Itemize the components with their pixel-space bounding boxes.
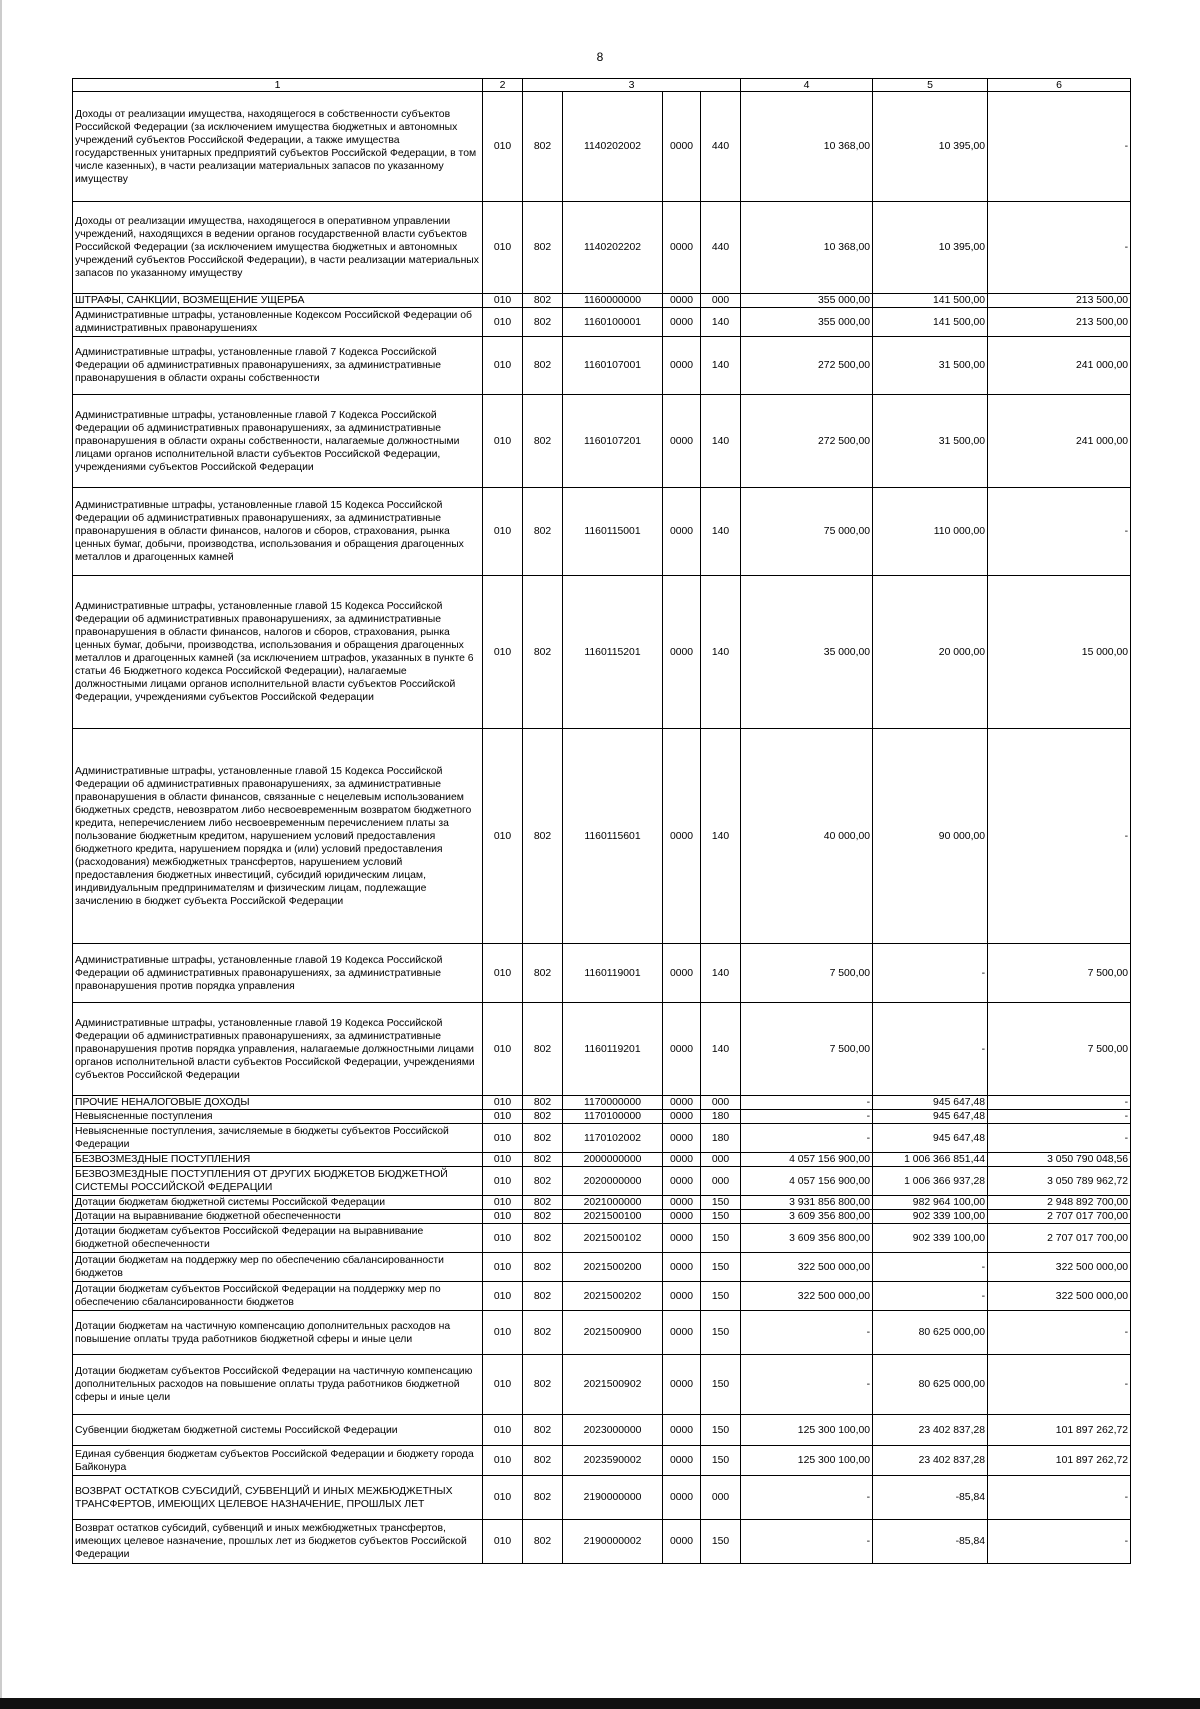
- table-row: [73, 1167, 1131, 1196]
- row-col-2: 010: [483, 1446, 523, 1476]
- row-code-c: 0000: [663, 202, 701, 294]
- header-col-1: 1: [73, 79, 483, 92]
- row-value-6: -: [988, 1096, 1131, 1110]
- row-code-a: 802: [523, 488, 563, 576]
- row-col-2: 010: [483, 1003, 523, 1096]
- row-code-c: 0000: [663, 1210, 701, 1224]
- row-code-b: 2021500200: [563, 1253, 663, 1282]
- row-value-5: 80 625 000,00: [873, 1355, 988, 1415]
- row-value-5: -85,84: [873, 1520, 988, 1564]
- row-code-d: 000: [701, 1476, 741, 1520]
- row-value-5: 23 402 837,28: [873, 1446, 988, 1476]
- row-code-d: 180: [701, 1124, 741, 1153]
- row-value-4: -: [741, 1355, 873, 1415]
- row-col-2: 010: [483, 308, 523, 337]
- row-value-5: 10 395,00: [873, 92, 988, 202]
- row-value-4: -: [741, 1096, 873, 1110]
- row-code-b: 1160107201: [563, 395, 663, 488]
- row-code-b: 2021500102: [563, 1224, 663, 1253]
- row-code-c: 0000: [663, 1124, 701, 1153]
- row-col-2: 010: [483, 1520, 523, 1564]
- row-col-2: 010: [483, 1096, 523, 1110]
- row-value-5: 110 000,00: [873, 488, 988, 576]
- row-code-b: 2021500902: [563, 1355, 663, 1415]
- table-row: [73, 1096, 1131, 1110]
- row-code-d: 140: [701, 1003, 741, 1096]
- row-code-a: 802: [523, 1003, 563, 1096]
- row-value-4: 7 500,00: [741, 1003, 873, 1096]
- table-body: [73, 92, 1131, 1564]
- row-value-6: 15 000,00: [988, 576, 1131, 729]
- row-value-4: 355 000,00: [741, 308, 873, 337]
- row-code-b: 1160107001: [563, 337, 663, 395]
- row-value-5: 141 500,00: [873, 308, 988, 337]
- row-col-2: 010: [483, 1153, 523, 1167]
- row-code-a: 802: [523, 1110, 563, 1124]
- row-description: ПРОЧИЕ НЕНАЛОГОВЫЕ ДОХОДЫ: [73, 1096, 483, 1110]
- row-value-6: -: [988, 488, 1131, 576]
- row-description: Невыясненные поступления, зачисляемые в бюджеты субъектов Российской Федерации: [73, 1124, 483, 1153]
- row-code-b: 1160119001: [563, 944, 663, 1003]
- row-col-2: 010: [483, 488, 523, 576]
- row-value-5: 31 500,00: [873, 395, 988, 488]
- row-value-5: -: [873, 1253, 988, 1282]
- row-col-2: 010: [483, 337, 523, 395]
- row-value-4: 3 609 356 800,00: [741, 1210, 873, 1224]
- row-code-d: 150: [701, 1415, 741, 1446]
- header-col-6: 6: [988, 79, 1131, 92]
- row-description: Дотации бюджетам субъектов Российской Федерации на поддержку мер по обеспечению сбалансированности бюджетов: [73, 1282, 483, 1311]
- row-code-d: 140: [701, 944, 741, 1003]
- row-value-5: 10 395,00: [873, 202, 988, 294]
- row-value-4: 4 057 156 900,00: [741, 1167, 873, 1196]
- row-value-6: 3 050 790 048,56: [988, 1153, 1131, 1167]
- row-code-d: 150: [701, 1446, 741, 1476]
- table-row: [73, 308, 1131, 337]
- row-value-4: -: [741, 1110, 873, 1124]
- row-description: Возврат остатков субсидий, субвенций и иных межбюджетных трансфертов, имеющих целевое назначение, прошлых лет из бюджетов субъектов Российской Федерации: [73, 1520, 483, 1564]
- row-col-2: 010: [483, 1415, 523, 1446]
- table-row: [73, 1520, 1131, 1564]
- row-col-2: 010: [483, 92, 523, 202]
- row-code-c: 0000: [663, 1167, 701, 1196]
- row-value-6: -: [988, 1110, 1131, 1124]
- table-row: [73, 337, 1131, 395]
- row-value-4: 35 000,00: [741, 576, 873, 729]
- row-col-2: 010: [483, 1210, 523, 1224]
- row-code-d: 150: [701, 1282, 741, 1311]
- row-description: Дотации бюджетам на поддержку мер по обеспечению сбалансированности бюджетов: [73, 1253, 483, 1282]
- row-description: ВОЗВРАТ ОСТАТКОВ СУБСИДИЙ, СУБВЕНЦИЙ И ИНЫХ МЕЖБЮДЖЕТНЫХ ТРАНСФЕРТОВ, ИМЕЮЩИХ ЦЕЛЕВОЕ НАЗНАЧЕНИЕ, ПРОШЛЫХ ЛЕТ: [73, 1476, 483, 1520]
- row-code-d: 140: [701, 729, 741, 944]
- row-code-d: 000: [701, 1096, 741, 1110]
- row-code-b: 2023000000: [563, 1415, 663, 1446]
- row-col-2: 010: [483, 395, 523, 488]
- row-value-4: 272 500,00: [741, 337, 873, 395]
- row-code-d: 440: [701, 202, 741, 294]
- row-description: Административные штрафы, установленные главой 19 Кодекса Российской Федерации об административных правонарушениях, за административные правонарушения против порядка управления, налагаемые должностными лицами органов исполнительной власти субъектов Российской Федерации, учреждениями субъектов Российской Федерации: [73, 1003, 483, 1096]
- table-row: [73, 1282, 1131, 1311]
- table-row: [73, 1110, 1131, 1124]
- row-value-5: 1 006 366 851,44: [873, 1153, 988, 1167]
- row-code-d: 140: [701, 337, 741, 395]
- table-row: [73, 729, 1131, 944]
- row-value-5: 31 500,00: [873, 337, 988, 395]
- row-value-6: 101 897 262,72: [988, 1415, 1131, 1446]
- row-value-6: -: [988, 1124, 1131, 1153]
- row-code-a: 802: [523, 395, 563, 488]
- row-value-5: 23 402 837,28: [873, 1415, 988, 1446]
- row-code-a: 802: [523, 202, 563, 294]
- row-code-b: 1170000000: [563, 1096, 663, 1110]
- row-col-2: 010: [483, 944, 523, 1003]
- row-code-d: 150: [701, 1196, 741, 1210]
- row-value-6: 7 500,00: [988, 1003, 1131, 1096]
- row-code-c: 0000: [663, 1196, 701, 1210]
- row-code-a: 802: [523, 294, 563, 308]
- row-description: Административные штрафы, установленные главой 15 Кодекса Российской Федерации об административных правонарушениях, за административные правонарушения в области финансов, налогов и сборов, страхования, рынка ценных бумаг, добычи, производства, использования и обращения драгоценных металлов и драгоценных камней (за исключением штрафов, указанных в пункте 6 статьи 46 Бюджетного кодекса Российской Федерации), налагаемые должностными лицами органов исполнительной власти субъектов Российской Федерации, учреждениями субъектов Российской Федерации: [73, 576, 483, 729]
- table-row: [73, 1153, 1131, 1167]
- row-value-5: -: [873, 1003, 988, 1096]
- row-value-5: 20 000,00: [873, 576, 988, 729]
- row-value-4: 40 000,00: [741, 729, 873, 944]
- row-col-2: 010: [483, 202, 523, 294]
- row-code-a: 802: [523, 1096, 563, 1110]
- row-value-6: -: [988, 1355, 1131, 1415]
- row-code-c: 0000: [663, 1476, 701, 1520]
- table-row: [73, 1224, 1131, 1253]
- row-value-5: 1 006 366 937,28: [873, 1167, 988, 1196]
- row-code-d: 150: [701, 1355, 741, 1415]
- row-col-2: 010: [483, 1355, 523, 1415]
- row-value-4: 322 500 000,00: [741, 1282, 873, 1311]
- row-code-c: 0000: [663, 337, 701, 395]
- row-code-d: 180: [701, 1110, 741, 1124]
- row-code-c: 0000: [663, 294, 701, 308]
- row-code-a: 802: [523, 308, 563, 337]
- row-value-6: -: [988, 729, 1131, 944]
- row-code-a: 802: [523, 1476, 563, 1520]
- row-code-d: 150: [701, 1224, 741, 1253]
- row-value-5: 945 647,48: [873, 1124, 988, 1153]
- row-code-a: 802: [523, 1355, 563, 1415]
- row-value-5: 90 000,00: [873, 729, 988, 944]
- row-description: Дотации бюджетам субъектов Российской Федерации на выравнивание бюджетной обеспеченности: [73, 1224, 483, 1253]
- row-code-b: 2190000002: [563, 1520, 663, 1564]
- table-row: [73, 1003, 1131, 1096]
- row-code-a: 802: [523, 576, 563, 729]
- row-value-6: 101 897 262,72: [988, 1446, 1131, 1476]
- row-value-4: 4 057 156 900,00: [741, 1153, 873, 1167]
- row-code-d: 440: [701, 92, 741, 202]
- row-col-2: 010: [483, 1224, 523, 1253]
- row-code-d: 150: [701, 1311, 741, 1355]
- row-code-c: 0000: [663, 729, 701, 944]
- row-value-5: 80 625 000,00: [873, 1311, 988, 1355]
- row-code-a: 802: [523, 1520, 563, 1564]
- row-code-c: 0000: [663, 1446, 701, 1476]
- budget-table: [72, 78, 1131, 1564]
- row-code-c: 0000: [663, 308, 701, 337]
- row-col-2: 010: [483, 294, 523, 308]
- row-code-c: 0000: [663, 1253, 701, 1282]
- row-value-6: 241 000,00: [988, 337, 1131, 395]
- row-code-a: 802: [523, 944, 563, 1003]
- row-value-4: 322 500 000,00: [741, 1253, 873, 1282]
- row-code-a: 802: [523, 1124, 563, 1153]
- row-code-a: 802: [523, 1224, 563, 1253]
- row-value-6: 322 500 000,00: [988, 1282, 1131, 1311]
- row-code-c: 0000: [663, 395, 701, 488]
- row-code-c: 0000: [663, 1153, 701, 1167]
- row-code-d: 150: [701, 1253, 741, 1282]
- row-code-b: 1160100001: [563, 308, 663, 337]
- table-row: [73, 1210, 1131, 1224]
- row-description: Административные штрафы, установленные главой 19 Кодекса Российской Федерации об административных правонарушениях, за административные правонарушения против порядка управления: [73, 944, 483, 1003]
- row-value-6: 213 500,00: [988, 308, 1131, 337]
- table-row: [73, 395, 1131, 488]
- page-number: 8: [596, 50, 604, 64]
- row-code-a: 802: [523, 1282, 563, 1311]
- row-code-b: 1170100000: [563, 1110, 663, 1124]
- row-code-a: 802: [523, 1311, 563, 1355]
- row-code-b: 2000000000: [563, 1153, 663, 1167]
- row-value-4: 125 300 100,00: [741, 1446, 873, 1476]
- row-value-6: -: [988, 1520, 1131, 1564]
- row-code-c: 0000: [663, 944, 701, 1003]
- row-code-b: 1140202202: [563, 202, 663, 294]
- table-row: [73, 202, 1131, 294]
- table-row: [73, 944, 1131, 1003]
- row-code-b: 1160000000: [563, 294, 663, 308]
- row-code-a: 802: [523, 1210, 563, 1224]
- row-code-c: 0000: [663, 1355, 701, 1415]
- row-code-c: 0000: [663, 1282, 701, 1311]
- row-description: Доходы от реализации имущества, находящегося в оперативном управлении учреждений, находящихся в ведении органов государственной власти субъектов Российской Федерации (за исключением имущества бюджетных и автономных учреждений субъектов Российской Федерации), в части реализации материальных запасов по указанному имуществу: [73, 202, 483, 294]
- row-value-4: -: [741, 1476, 873, 1520]
- row-value-6: 241 000,00: [988, 395, 1131, 488]
- row-description: Доходы от реализации имущества, находящегося в собственности субъектов Российской Федерации (за исключением имущества бюджетных и автономных учреждений субъектов Российской Федерации, а также имущества государственных унитарных предприятий субъектов Российской Федерации, в том числе казенных), в части реализации материальных запасов по указанному имуществу: [73, 92, 483, 202]
- row-code-b: 2023590002: [563, 1446, 663, 1476]
- row-value-4: 3 931 856 800,00: [741, 1196, 873, 1210]
- header-col-4: 4: [741, 79, 873, 92]
- row-description: Единая субвенция бюджетам субъектов Российской Федерации и бюджету города Байконура: [73, 1446, 483, 1476]
- table-row: [73, 1124, 1131, 1153]
- row-value-4: 355 000,00: [741, 294, 873, 308]
- row-value-4: 75 000,00: [741, 488, 873, 576]
- row-description: Дотации на выравнивание бюджетной обеспеченности: [73, 1210, 483, 1224]
- row-code-c: 0000: [663, 1415, 701, 1446]
- row-col-2: 010: [483, 1282, 523, 1311]
- row-code-b: 1140202002: [563, 92, 663, 202]
- row-value-5: 982 964 100,00: [873, 1196, 988, 1210]
- row-col-2: 010: [483, 1196, 523, 1210]
- row-value-5: 902 339 100,00: [873, 1210, 988, 1224]
- row-code-a: 802: [523, 729, 563, 944]
- row-code-c: 0000: [663, 1520, 701, 1564]
- row-code-c: 0000: [663, 1096, 701, 1110]
- row-col-2: 010: [483, 1167, 523, 1196]
- row-code-c: 0000: [663, 1110, 701, 1124]
- row-value-5: 141 500,00: [873, 294, 988, 308]
- row-value-4: -: [741, 1311, 873, 1355]
- row-col-2: 010: [483, 576, 523, 729]
- row-code-b: 1170102002: [563, 1124, 663, 1153]
- row-code-c: 0000: [663, 1224, 701, 1253]
- row-description: Дотации бюджетам бюджетной системы Российской Федерации: [73, 1196, 483, 1210]
- row-code-a: 802: [523, 1153, 563, 1167]
- row-value-4: 7 500,00: [741, 944, 873, 1003]
- row-value-6: -: [988, 1476, 1131, 1520]
- row-col-2: 010: [483, 729, 523, 944]
- row-description: БЕЗВОЗМЕЗДНЫЕ ПОСТУПЛЕНИЯ: [73, 1153, 483, 1167]
- row-code-b: 1160115201: [563, 576, 663, 729]
- row-description: Административные штрафы, установленные главой 7 Кодекса Российской Федерации об административных правонарушениях, за административные правонарушения в области охраны собственности, налагаемые должностными лицами органов исполнительной власти субъектов Российской Федерации, учреждениями субъектов Российской Федерации: [73, 395, 483, 488]
- row-value-6: 7 500,00: [988, 944, 1131, 1003]
- row-description: ШТРАФЫ, САНКЦИИ, ВОЗМЕЩЕНИЕ УЩЕРБА: [73, 294, 483, 308]
- row-col-2: 010: [483, 1311, 523, 1355]
- row-code-b: 1160115601: [563, 729, 663, 944]
- row-code-b: 2021500100: [563, 1210, 663, 1224]
- row-code-d: 140: [701, 395, 741, 488]
- row-value-6: 2 707 017 700,00: [988, 1224, 1131, 1253]
- row-code-c: 0000: [663, 92, 701, 202]
- row-value-6: 213 500,00: [988, 294, 1131, 308]
- row-col-2: 010: [483, 1253, 523, 1282]
- row-code-b: 2020000000: [563, 1167, 663, 1196]
- row-code-d: 140: [701, 488, 741, 576]
- row-description: БЕЗВОЗМЕЗДНЫЕ ПОСТУПЛЕНИЯ ОТ ДРУГИХ БЮДЖЕТОВ БЮДЖЕТНОЙ СИСТЕМЫ РОССИЙСКОЙ ФЕДЕРАЦИИ: [73, 1167, 483, 1196]
- row-code-d: 140: [701, 308, 741, 337]
- row-code-d: 000: [701, 1167, 741, 1196]
- row-value-6: -: [988, 1311, 1131, 1355]
- row-value-6: -: [988, 92, 1131, 202]
- row-code-c: 0000: [663, 488, 701, 576]
- row-value-6: 3 050 789 962,72: [988, 1167, 1131, 1196]
- row-code-a: 802: [523, 1167, 563, 1196]
- row-value-6: -: [988, 202, 1131, 294]
- table-row: [73, 1446, 1131, 1476]
- row-code-d: 000: [701, 1153, 741, 1167]
- row-code-b: 2021000000: [563, 1196, 663, 1210]
- row-description: Административные штрафы, установленные главой 15 Кодекса Российской Федерации об административных правонарушениях, за административные правонарушения в области финансов, связанные с нецелевым использованием бюджетных средств, невозвратом либо несвоевременным возвратом бюджетного кредита, неперечислением либо несвоевременным перечислением платы за пользование бюджетным кредитом, нарушением условий предоставления бюджетного кредита, нарушением порядка и (или) условий предоставления (расходования) межбюджетных трансфертов, нарушением условий предоставления бюджетных инвестиций, субсидий юридическим лицам, индивидуальным предпринимателям и физическим лицам, подлежащие зачислению в бюджет субъекта Российской Федерации: [73, 729, 483, 944]
- header-col-5: 5: [873, 79, 988, 92]
- row-value-5: -85,84: [873, 1476, 988, 1520]
- table-row: [73, 92, 1131, 202]
- row-value-6: 2 707 017 700,00: [988, 1210, 1131, 1224]
- table-row: [73, 1311, 1131, 1355]
- row-code-b: 2021500202: [563, 1282, 663, 1311]
- row-code-a: 802: [523, 1446, 563, 1476]
- row-value-4: 3 609 356 800,00: [741, 1224, 873, 1253]
- table-row: [73, 1415, 1131, 1446]
- row-code-d: 150: [701, 1210, 741, 1224]
- row-value-4: 10 368,00: [741, 202, 873, 294]
- row-col-2: 010: [483, 1124, 523, 1153]
- header-col-2: 2: [483, 79, 523, 92]
- row-value-5: -: [873, 944, 988, 1003]
- header-col-3: 3: [523, 79, 741, 92]
- row-code-c: 0000: [663, 1003, 701, 1096]
- row-description: Административные штрафы, установленные Кодексом Российской Федерации об административных правонарушениях: [73, 308, 483, 337]
- row-description: Дотации бюджетам на частичную компенсацию дополнительных расходов на повышение оплаты труда работников бюджетной сферы и иные цели: [73, 1311, 483, 1355]
- row-col-2: 010: [483, 1476, 523, 1520]
- row-value-5: 945 647,48: [873, 1096, 988, 1110]
- row-col-2: 010: [483, 1110, 523, 1124]
- row-value-5: -: [873, 1282, 988, 1311]
- row-code-a: 802: [523, 1253, 563, 1282]
- row-code-a: 802: [523, 92, 563, 202]
- row-value-4: -: [741, 1520, 873, 1564]
- row-value-5: 902 339 100,00: [873, 1224, 988, 1253]
- row-value-6: 2 948 892 700,00: [988, 1196, 1131, 1210]
- row-code-c: 0000: [663, 576, 701, 729]
- row-code-a: 802: [523, 1196, 563, 1210]
- table-row: [73, 1355, 1131, 1415]
- table-row: [73, 1253, 1131, 1282]
- row-value-4: 272 500,00: [741, 395, 873, 488]
- row-value-4: 10 368,00: [741, 92, 873, 202]
- row-code-b: 2190000000: [563, 1476, 663, 1520]
- table-row: [73, 1196, 1131, 1210]
- row-code-b: 1160115001: [563, 488, 663, 576]
- scan-left-edge: [0, 0, 2, 1698]
- row-code-a: 802: [523, 1415, 563, 1446]
- row-description: Дотации бюджетам субъектов Российской Федерации на частичную компенсацию дополнительных расходов на повышение оплаты труда работников бюджетной сферы и иные цели: [73, 1355, 483, 1415]
- row-code-c: 0000: [663, 1311, 701, 1355]
- row-value-4: -: [741, 1124, 873, 1153]
- row-value-6: 322 500 000,00: [988, 1253, 1131, 1282]
- row-code-d: 150: [701, 1520, 741, 1564]
- row-description: Административные штрафы, установленные главой 15 Кодекса Российской Федерации об административных правонарушениях, за административные правонарушения в области финансов, налогов и сборов, страхования, рынка ценных бумаг, добычи, производства, использования и обращения драгоценных металлов и драгоценных камней: [73, 488, 483, 576]
- row-value-5: 945 647,48: [873, 1110, 988, 1124]
- row-description: Невыясненные поступления: [73, 1110, 483, 1124]
- table-row: [73, 294, 1131, 308]
- row-value-4: 125 300 100,00: [741, 1415, 873, 1446]
- table-row: [73, 488, 1131, 576]
- row-description: Административные штрафы, установленные главой 7 Кодекса Российской Федерации об административных правонарушениях, за административные правонарушения в области охраны собственности: [73, 337, 483, 395]
- table-row: [73, 576, 1131, 729]
- scan-bottom-edge: [0, 1698, 1200, 1709]
- row-code-d: 140: [701, 576, 741, 729]
- row-description: Субвенции бюджетам бюджетной системы Российской Федерации: [73, 1415, 483, 1446]
- table-header-row: [73, 79, 1131, 92]
- table-row: [73, 1476, 1131, 1520]
- row-code-a: 802: [523, 337, 563, 395]
- row-code-d: 000: [701, 294, 741, 308]
- row-code-b: 2021500900: [563, 1311, 663, 1355]
- row-code-b: 1160119201: [563, 1003, 663, 1096]
